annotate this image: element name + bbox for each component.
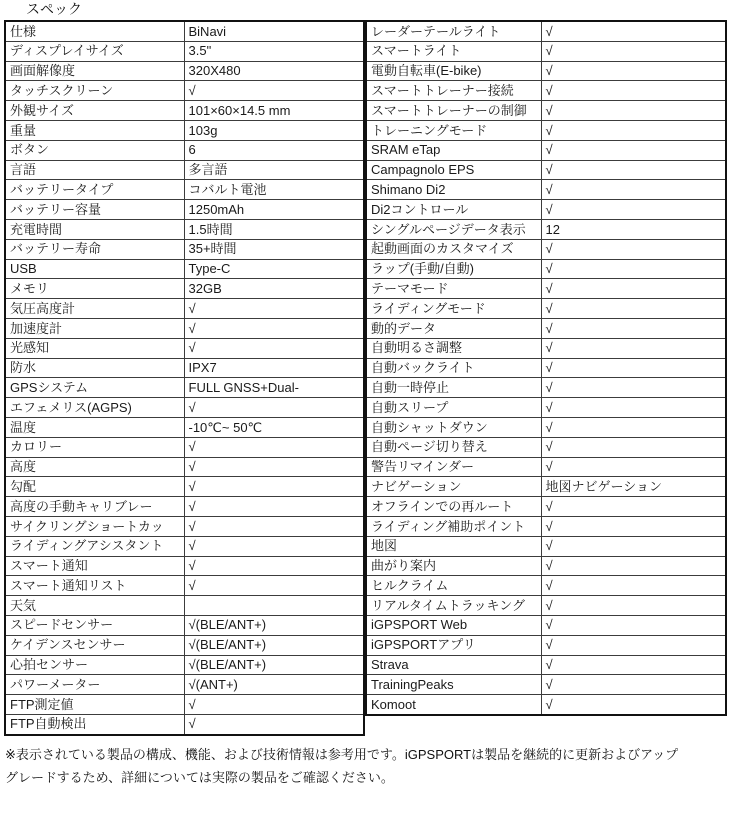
spec-value-cell: √ [541, 200, 726, 220]
spec-label-cell: GPSシステム [5, 378, 184, 398]
spec-value-cell: 35+時間 [184, 239, 364, 259]
spec-value-cell: √ [184, 457, 364, 477]
spec-row [366, 101, 726, 121]
spec-row [366, 556, 726, 576]
spec-tables-container [4, 20, 729, 736]
spec-label-cell: パワーメーター [5, 675, 184, 695]
spec-label-cell: エフェメリス(AGPS) [5, 398, 184, 418]
spec-row [366, 61, 726, 81]
spec-row [5, 675, 364, 695]
spec-value-cell: √ [541, 41, 726, 61]
spec-label-cell: USB [5, 259, 184, 279]
spec-label-cell: レーダーテールライト [366, 21, 541, 41]
spec-label-cell: 画面解像度 [5, 61, 184, 81]
spec-row [5, 61, 364, 81]
footnote-line-2: グレードするため、詳細については実際の製品をご確認ください。 [5, 769, 394, 785]
spec-row [5, 635, 364, 655]
spec-label-cell: サイクリングショートカッ [5, 516, 184, 536]
spec-value-cell: √ [541, 457, 726, 477]
spec-label-cell: 外観サイズ [5, 101, 184, 121]
spec-row [366, 200, 726, 220]
spec-row [5, 279, 364, 299]
spec-value-cell: √ [541, 101, 726, 121]
spec-row [5, 259, 364, 279]
spec-value-cell: 101×60×14.5 mm [184, 101, 364, 121]
spec-row [5, 536, 364, 556]
spec-row [5, 695, 364, 715]
spec-value-cell: √ [541, 675, 726, 695]
spec-value-cell: √ [184, 536, 364, 556]
spec-value-cell: 地図ナビゲーション [541, 477, 726, 497]
spec-value-cell: √ [541, 318, 726, 338]
spec-label-cell: 自動一時停止 [366, 378, 541, 398]
spec-value-cell: √ [184, 437, 364, 457]
spec-label-cell: 気圧高度計 [5, 299, 184, 319]
spec-row [366, 219, 726, 239]
spec-label-cell: 温度 [5, 417, 184, 437]
spec-label-cell: 曲がり案内 [366, 556, 541, 576]
spec-label-cell: スピードセンサー [5, 615, 184, 635]
spec-value-cell: √ [541, 615, 726, 635]
spec-row [366, 140, 726, 160]
spec-label-cell: 重量 [5, 120, 184, 140]
spec-row [366, 41, 726, 61]
spec-label-cell: 自動バックライト [366, 358, 541, 378]
spec-value-cell: √ [541, 259, 726, 279]
spec-label-cell: 天気 [5, 596, 184, 616]
spec-value-cell: FULL GNSS+Dual- [184, 378, 364, 398]
spec-row [366, 299, 726, 319]
spec-value-cell: √ [541, 516, 726, 536]
spec-value-cell: √ [541, 160, 726, 180]
spec-value-cell: 103g [184, 120, 364, 140]
spec-label-cell: Shimano Di2 [366, 180, 541, 200]
spec-label-cell: 仕様 [5, 21, 184, 41]
footnote [5, 743, 723, 789]
spec-label-cell: 警告リマインダー [366, 457, 541, 477]
spec-label-cell: スマート通知リスト [5, 576, 184, 596]
spec-row [366, 160, 726, 180]
spec-row [366, 516, 726, 536]
spec-value-cell [184, 596, 364, 616]
spec-label-cell: ボタン [5, 140, 184, 160]
spec-table-left [4, 20, 365, 736]
spec-label-cell: Komoot [366, 695, 541, 715]
spec-value-cell: √ [541, 239, 726, 259]
spec-row [366, 457, 726, 477]
spec-label-cell: ライディングアシスタント [5, 536, 184, 556]
spec-label-cell: Campagnolo EPS [366, 160, 541, 180]
spec-row [366, 477, 726, 497]
spec-label-cell: バッテリー容量 [5, 200, 184, 220]
spec-row [5, 21, 364, 41]
spec-value-cell: √ [541, 358, 726, 378]
spec-value-cell: 3.5" [184, 41, 364, 61]
spec-value-cell: √ [541, 536, 726, 556]
spec-label-cell: タッチスクリーン [5, 81, 184, 101]
spec-value-cell: √ [541, 180, 726, 200]
spec-value-cell: √ [541, 398, 726, 418]
spec-value-cell: √(ANT+) [184, 675, 364, 695]
spec-label-cell: 防水 [5, 358, 184, 378]
spec-row [366, 358, 726, 378]
spec-value-cell: √ [541, 21, 726, 41]
spec-label-cell: 充電時間 [5, 219, 184, 239]
spec-value-cell: √ [541, 556, 726, 576]
spec-label-cell: Di2コントロール [366, 200, 541, 220]
spec-label-cell: 心拍センサー [5, 655, 184, 675]
spec-label-cell: スマート通知 [5, 556, 184, 576]
spec-label-cell: iGPSPORTアプリ [366, 635, 541, 655]
spec-label-cell: TrainingPeaks [366, 675, 541, 695]
spec-label-cell: カロリー [5, 437, 184, 457]
spec-label-cell: トレーニングモード [366, 120, 541, 140]
spec-label-cell: 自動ページ切り替え [366, 437, 541, 457]
spec-label-cell: ライディングモード [366, 299, 541, 319]
spec-value-cell: √ [184, 516, 364, 536]
spec-row [366, 378, 726, 398]
spec-value-cell: √ [541, 576, 726, 596]
spec-row [5, 81, 364, 101]
spec-value-cell: √ [541, 497, 726, 517]
spec-row [5, 120, 364, 140]
spec-label-cell: スマートトレーナー接続 [366, 81, 541, 101]
spec-value-cell: √ [184, 714, 364, 734]
spec-value-cell: √ [184, 81, 364, 101]
spec-value-cell: コバルト電池 [184, 180, 364, 200]
spec-row [5, 160, 364, 180]
spec-label-cell: ラップ(手動/自動) [366, 259, 541, 279]
spec-table-right-body [366, 21, 726, 715]
spec-label-cell: 自動明るさ調整 [366, 338, 541, 358]
spec-row [366, 239, 726, 259]
spec-label-cell: Strava [366, 655, 541, 675]
spec-row [5, 101, 364, 121]
spec-label-cell: オフラインでの再ルート [366, 497, 541, 517]
spec-value-cell: √ [541, 61, 726, 81]
spec-row [5, 180, 364, 200]
spec-value-cell: 320X480 [184, 61, 364, 81]
spec-row [5, 417, 364, 437]
spec-value-cell: √ [541, 81, 726, 101]
spec-row [366, 81, 726, 101]
spec-value-cell: √ [541, 596, 726, 616]
spec-row [366, 695, 726, 715]
spec-row [5, 239, 364, 259]
spec-row [366, 21, 726, 41]
spec-row [366, 635, 726, 655]
spec-label-cell: SRAM eTap [366, 140, 541, 160]
spec-value-cell: 32GB [184, 279, 364, 299]
spec-value-cell: BiNavi [184, 21, 364, 41]
spec-row [5, 576, 364, 596]
spec-table-left-body [5, 21, 364, 735]
spec-row [366, 655, 726, 675]
spec-row [366, 279, 726, 299]
spec-row [5, 516, 364, 536]
spec-label-cell: ディスプレイサイズ [5, 41, 184, 61]
spec-row [5, 338, 364, 358]
spec-value-cell: 6 [184, 140, 364, 160]
spec-label-cell: 勾配 [5, 477, 184, 497]
spec-value-cell: √ [541, 635, 726, 655]
spec-value-cell: 12 [541, 219, 726, 239]
spec-value-cell: √ [184, 556, 364, 576]
spec-value-cell: √ [184, 398, 364, 418]
spec-row [5, 556, 364, 576]
spec-value-cell: √(BLE/ANT+) [184, 655, 364, 675]
spec-row [366, 675, 726, 695]
spec-label-cell: 高度の手動キャリブレー [5, 497, 184, 517]
spec-value-cell: √ [541, 437, 726, 457]
spec-value-cell: √ [541, 655, 726, 675]
spec-value-cell: √ [541, 378, 726, 398]
spec-value-cell: √ [541, 417, 726, 437]
spec-row [366, 615, 726, 635]
spec-table-right [365, 20, 727, 716]
spec-value-cell: √ [541, 695, 726, 715]
spec-label-cell: 高度 [5, 457, 184, 477]
spec-row [5, 615, 364, 635]
spec-row [5, 200, 364, 220]
spec-value-cell: √ [541, 279, 726, 299]
spec-value-cell: √ [184, 576, 364, 596]
spec-label-cell: リアルタイムトラッキング [366, 596, 541, 616]
spec-value-cell: √ [541, 299, 726, 319]
footnote-line-1: ※表示されている製品の構成、機能、および技術情報は参考用です。iGPSPORTは製品を継続的に更新およびアップ [5, 746, 679, 762]
spec-row [366, 259, 726, 279]
spec-value-cell: √(BLE/ANT+) [184, 615, 364, 635]
spec-row [5, 437, 364, 457]
spec-label-cell: メモリ [5, 279, 184, 299]
spec-row [5, 140, 364, 160]
spec-label-cell: 自動シャットダウン [366, 417, 541, 437]
spec-value-cell: √(BLE/ANT+) [184, 635, 364, 655]
spec-row [366, 180, 726, 200]
spec-label-cell: 言語 [5, 160, 184, 180]
spec-value-cell: -10℃~ 50℃ [184, 417, 364, 437]
spec-value-cell: √ [541, 120, 726, 140]
spec-value-cell: √ [541, 338, 726, 358]
spec-label-cell: 加速度計 [5, 318, 184, 338]
spec-value-cell: √ [541, 140, 726, 160]
spec-row [366, 536, 726, 556]
spec-row [5, 714, 364, 734]
spec-value-cell: IPX7 [184, 358, 364, 378]
spec-label-cell: FTP測定値 [5, 695, 184, 715]
spec-value-cell: 1.5時間 [184, 219, 364, 239]
spec-value-cell: √ [184, 299, 364, 319]
spec-row [366, 318, 726, 338]
spec-row [366, 576, 726, 596]
spec-label-cell: 起動画面のカスタマイズ [366, 239, 541, 259]
spec-row [5, 299, 364, 319]
spec-row [366, 417, 726, 437]
spec-label-cell: 自動スリープ [366, 398, 541, 418]
spec-label-cell: バッテリータイプ [5, 180, 184, 200]
spec-row [5, 378, 364, 398]
spec-row [5, 41, 364, 61]
spec-label-cell: シングルページデータ表示 [366, 219, 541, 239]
spec-value-cell: 1250mAh [184, 200, 364, 220]
spec-label-cell: テーマモード [366, 279, 541, 299]
spec-row [366, 338, 726, 358]
spec-value-cell: √ [184, 338, 364, 358]
spec-row [366, 437, 726, 457]
spec-row [5, 655, 364, 675]
spec-label-cell: スマートトレーナーの制御 [366, 101, 541, 121]
spec-label-cell: スマートライト [366, 41, 541, 61]
spec-row [5, 457, 364, 477]
spec-label-cell: 動的データ [366, 318, 541, 338]
spec-row [366, 596, 726, 616]
spec-label-cell: 電動自転車(E-bike) [366, 61, 541, 81]
page-title: スペック [26, 1, 82, 17]
spec-label-cell: iGPSPORT Web [366, 615, 541, 635]
spec-row [5, 596, 364, 616]
spec-row [366, 120, 726, 140]
spec-label-cell: ヒルクライム [366, 576, 541, 596]
spec-label-cell: ケイデンスセンサー [5, 635, 184, 655]
spec-label-cell: 光感知 [5, 338, 184, 358]
spec-row [366, 497, 726, 517]
spec-label-cell: FTP自動検出 [5, 714, 184, 734]
spec-row [5, 318, 364, 338]
spec-label-cell: ライディング補助ポイント [366, 516, 541, 536]
spec-value-cell: √ [184, 497, 364, 517]
spec-label-cell: 地図 [366, 536, 541, 556]
spec-value-cell: 多言語 [184, 160, 364, 180]
spec-row [5, 398, 364, 418]
spec-label-cell: バッテリー寿命 [5, 239, 184, 259]
spec-row [5, 358, 364, 378]
spec-label-cell: ナビゲーション [366, 477, 541, 497]
spec-value-cell: √ [184, 695, 364, 715]
spec-value-cell: Type-C [184, 259, 364, 279]
spec-row [5, 477, 364, 497]
spec-value-cell: √ [184, 318, 364, 338]
spec-value-cell: √ [184, 477, 364, 497]
spec-row [366, 398, 726, 418]
spec-row [5, 219, 364, 239]
spec-row [5, 497, 364, 517]
